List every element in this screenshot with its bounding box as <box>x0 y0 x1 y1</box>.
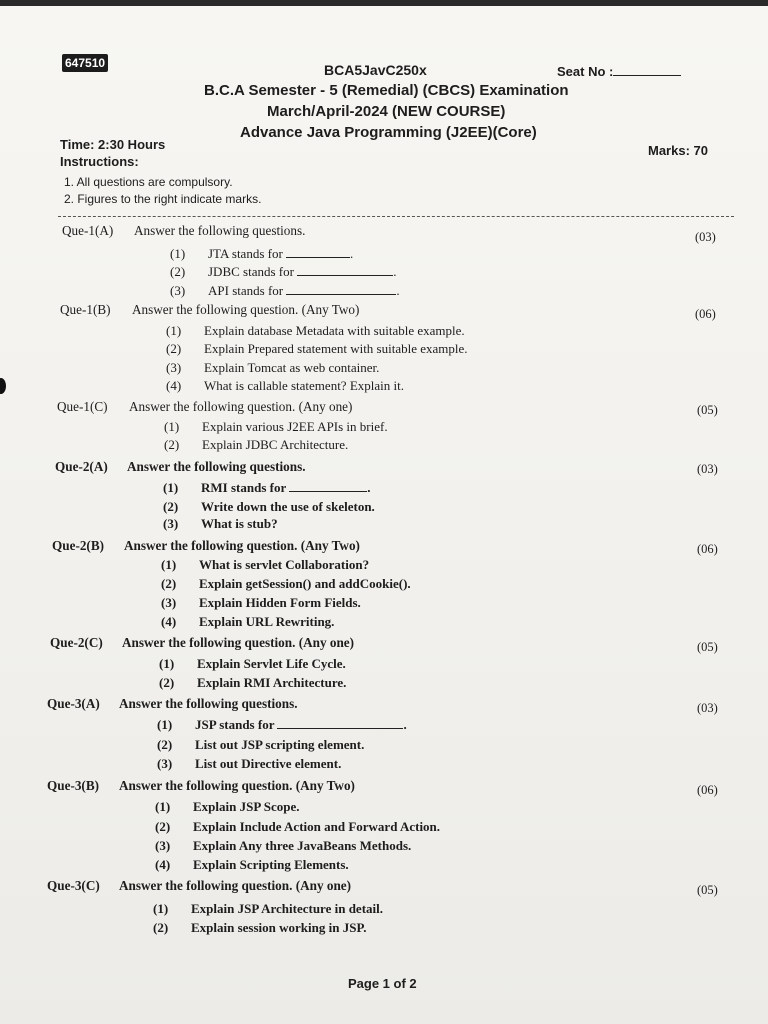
item-tail: . <box>396 283 400 298</box>
item-text: List out JSP scripting element. <box>195 737 365 752</box>
question-item <box>153 920 366 936</box>
time-allowed: Time: 2:30 Hours <box>60 137 166 152</box>
question-heading <box>47 696 298 712</box>
item-text: Explain Tomcat as web container. <box>204 360 380 375</box>
item-number: (4) <box>166 378 182 393</box>
question-item <box>155 819 440 835</box>
item-text: Explain various J2EE APIs in brief. <box>202 419 388 434</box>
fill-blank <box>289 480 367 492</box>
question-text: Answer the following questions. <box>119 696 298 711</box>
question-item <box>164 437 348 453</box>
paper-code-badge: 647510 <box>62 54 108 72</box>
item-text: Write down the use of skeleton. <box>201 499 375 514</box>
item-number: (1) <box>163 480 179 495</box>
instructions-title: Instructions: <box>60 154 139 169</box>
item-number: (2) <box>159 675 175 690</box>
item-text: Explain Include Action and Forward Action. <box>193 819 441 834</box>
item-text: Explain Scripting Elements. <box>193 857 349 872</box>
item-text: JTA stands for <box>208 246 283 261</box>
question-heading <box>47 878 351 894</box>
question-item <box>161 595 361 611</box>
question-text: Answer the following question. (Any Two) <box>132 302 360 317</box>
question-item <box>155 857 349 873</box>
item-number: (1) <box>164 419 180 434</box>
question-heading <box>52 538 360 554</box>
item-number: (3) <box>157 756 173 771</box>
page-number: Page 1 of 2 <box>348 976 417 991</box>
item-number: (3) <box>166 360 182 375</box>
question-marks: (06) <box>697 783 718 797</box>
seat-label: Seat No : <box>557 64 614 79</box>
fill-blank <box>286 283 396 295</box>
item-number: (1) <box>155 799 171 814</box>
question-item <box>166 378 404 394</box>
section-divider <box>58 216 734 217</box>
question-id: Que-3(B) <box>47 778 100 793</box>
item-number: (3) <box>163 516 179 531</box>
item-number: (1) <box>159 656 175 671</box>
item-number: (1) <box>170 246 186 261</box>
question-marks: (03) <box>697 462 718 476</box>
question-marks: (06) <box>695 307 716 321</box>
question-item <box>157 717 407 733</box>
question-item <box>163 480 371 496</box>
question-heading <box>60 302 359 318</box>
question-marks: (03) <box>695 230 716 244</box>
question-item <box>166 360 379 376</box>
item-tail: . <box>393 264 397 279</box>
question-item <box>163 499 375 515</box>
exam-title: B.C.A Semester - 5 (Remedial) (CBCS) Examination <box>204 82 569 99</box>
item-number: (4) <box>161 614 177 629</box>
item-text: Explain Any three JavaBeans Methods. <box>193 838 412 853</box>
question-item <box>159 656 346 672</box>
question-marks: (05) <box>697 640 718 654</box>
item-tail: . <box>403 717 407 732</box>
question-item <box>170 283 400 299</box>
item-text: What is stub? <box>201 516 278 531</box>
item-number: (3) <box>170 283 186 298</box>
item-text: What is servlet Collaboration? <box>199 557 370 572</box>
question-item <box>166 323 465 339</box>
question-text: Answer the following question. (Any one) <box>122 635 355 650</box>
item-number: (1) <box>166 323 182 338</box>
subject-code: BCA5JavC250x <box>324 62 427 78</box>
item-text: Explain JDBC Architecture. <box>202 437 349 452</box>
question-id: Que-1(B) <box>60 302 111 317</box>
question-item <box>159 675 346 691</box>
question-text: Answer the following question. (Any one) <box>129 399 353 414</box>
item-tail: . <box>367 480 371 495</box>
fill-blank <box>286 246 350 258</box>
item-text: Explain JSP Scope. <box>193 799 300 814</box>
total-marks: Marks: 70 <box>648 143 708 158</box>
question-marks: (06) <box>697 542 718 556</box>
question-item <box>153 901 383 917</box>
course-title: Advance Java Programming (J2EE)(Core) <box>240 124 537 141</box>
item-text: Explain Servlet Life Cycle. <box>197 656 346 671</box>
item-text: Explain getSession() and addCookie(). <box>199 576 411 591</box>
instruction-item: 2. Figures to the right indicate marks. <box>64 192 262 206</box>
question-item <box>163 516 278 532</box>
question-text: Answer the following question. (Any one) <box>119 878 352 893</box>
instruction-item: 1. All questions are compulsory. <box>64 175 233 189</box>
item-text: Explain RMI Architecture. <box>197 675 347 690</box>
question-text: Answer the following question. (Any Two) <box>124 538 360 553</box>
question-id: Que-1(C) <box>57 399 108 414</box>
question-heading <box>50 635 354 651</box>
item-number: (2) <box>164 437 180 452</box>
question-item <box>157 737 364 753</box>
question-id: Que-2(B) <box>52 538 105 553</box>
item-text: Explain session working in JSP. <box>191 920 367 935</box>
question-text: Answer the following questions. <box>127 459 306 474</box>
exam-session: March/April-2024 (NEW COURSE) <box>267 103 506 120</box>
question-item <box>161 614 334 630</box>
question-item <box>170 246 353 262</box>
question-item <box>164 419 388 435</box>
question-id: Que-3(C) <box>47 878 100 893</box>
item-text: Explain Hidden Form Fields. <box>199 595 361 610</box>
item-text: What is callable statement? Explain it. <box>204 378 404 393</box>
question-marks: (03) <box>697 701 718 715</box>
item-number: (2) <box>153 920 169 935</box>
item-text: RMI stands for <box>201 480 286 495</box>
item-text: Explain URL Rewriting. <box>199 614 335 629</box>
item-text: JDBC stands for <box>208 264 294 279</box>
question-id: Que-1(A) <box>62 223 114 238</box>
item-number: (2) <box>155 819 171 834</box>
question-item <box>170 264 396 280</box>
item-tail: . <box>350 246 354 261</box>
question-marks: (05) <box>697 883 718 897</box>
item-number: (2) <box>166 341 182 356</box>
item-text: List out Directive element. <box>195 756 342 771</box>
item-number: (2) <box>157 737 173 752</box>
item-number: (2) <box>161 576 177 591</box>
item-number: (3) <box>155 838 171 853</box>
seat-number <box>557 64 681 79</box>
question-heading <box>55 459 306 475</box>
question-text: Answer the following questions. <box>134 223 306 238</box>
question-item <box>161 576 411 592</box>
item-text: Explain Prepared statement with suitable example. <box>204 341 468 356</box>
fill-blank <box>277 717 403 729</box>
item-number: (1) <box>153 901 169 916</box>
question-heading <box>47 778 355 794</box>
question-item <box>161 557 369 573</box>
item-number: (2) <box>170 264 186 279</box>
item-number: (2) <box>163 499 179 514</box>
question-id: Que-3(A) <box>47 696 100 711</box>
question-item <box>166 341 468 357</box>
item-number: (3) <box>161 595 177 610</box>
seat-blank <box>613 64 681 76</box>
question-id: Que-2(A) <box>55 459 108 474</box>
question-marks: (05) <box>697 403 718 417</box>
item-number: (4) <box>155 857 171 872</box>
item-text: API stands for <box>208 283 284 298</box>
question-id: Que-2(C) <box>50 635 103 650</box>
question-item <box>155 838 411 854</box>
question-text: Answer the following question. (Any Two) <box>119 778 355 793</box>
fill-blank <box>297 264 393 276</box>
item-number: (1) <box>157 717 173 732</box>
question-heading <box>57 399 352 415</box>
question-item <box>155 799 300 815</box>
question-item <box>157 756 341 772</box>
item-text: Explain database Metadata with suitable example. <box>204 323 465 338</box>
item-number: (1) <box>161 557 177 572</box>
item-text: Explain JSP Architecture in detail. <box>191 901 384 916</box>
question-heading <box>62 223 305 239</box>
item-text: JSP stands for <box>195 717 275 732</box>
